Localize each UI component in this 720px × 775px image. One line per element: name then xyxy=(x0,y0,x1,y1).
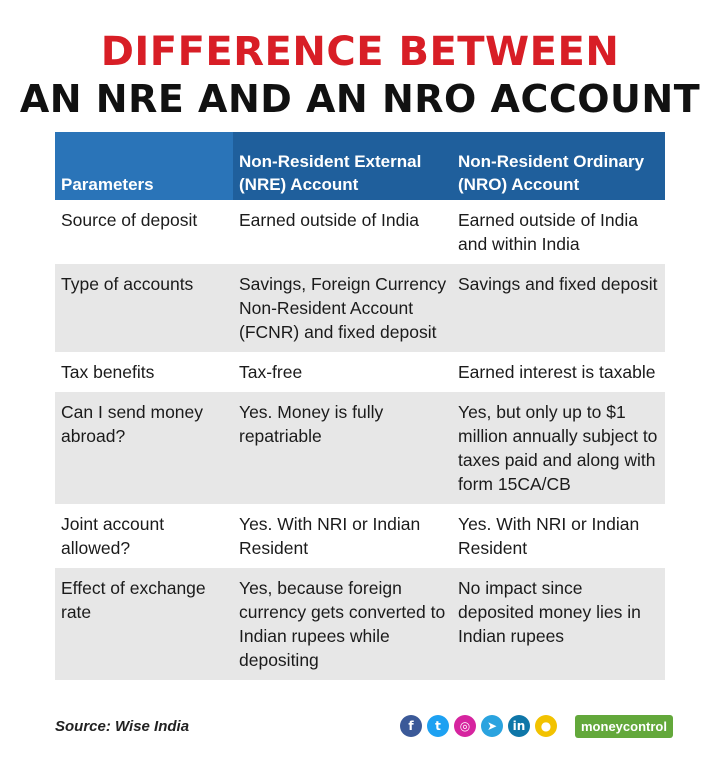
row-nro-value: Savings and fixed deposit xyxy=(452,264,665,352)
row-nro-value: Yes, but only up to $1 million annually subject to taxes paid and along with form 15CA/CB xyxy=(452,392,665,504)
row-parameter: Joint account allowed? xyxy=(61,514,165,558)
row-nre-value: Yes. With NRI or Indian Resident xyxy=(239,514,421,558)
row-nro-value: Earned interest is taxable xyxy=(458,362,656,382)
table-row xyxy=(55,392,665,504)
title-line-1: DIFFERENCE BETWEEN xyxy=(100,29,620,75)
comparison-table xyxy=(55,132,665,680)
instagram-icon[interactable]: ◎ xyxy=(454,715,476,737)
row-nre-value: Earned outside of India xyxy=(239,210,419,230)
row-parameter: Tax benefits xyxy=(61,362,155,382)
row-parameter: Can I send money abroad? xyxy=(55,392,233,504)
row-nre-value: Yes. Money is fully repatriable xyxy=(233,392,452,504)
row-parameter: Source of deposit xyxy=(61,210,198,230)
telegram-icon[interactable]: ➤ xyxy=(481,715,503,737)
facebook-icon[interactable]: f xyxy=(400,715,422,737)
twitter-icon[interactable]: t xyxy=(427,715,449,737)
table-row xyxy=(55,200,665,264)
row-nro-value: Yes. With NRI or Indian Resident xyxy=(458,514,640,558)
table-header-row xyxy=(55,132,665,200)
source-note: Source: Wise India xyxy=(55,718,190,735)
linkedin-icon[interactable]: in xyxy=(508,715,530,737)
header-parameters: Parameters xyxy=(55,132,233,200)
header-nre: Non-Resident External (NRE) Account xyxy=(233,132,452,200)
koo-icon[interactable]: ● xyxy=(535,715,557,737)
row-nro-value: No impact since deposited money lies in Indian rupees xyxy=(452,568,665,680)
row-parameter: Effect of exchange rate xyxy=(55,568,233,680)
table-row xyxy=(55,568,665,680)
table-row xyxy=(55,504,665,568)
moneycontrol-logo: moneycontrol xyxy=(575,715,673,738)
title-line-2: AN NRE AND AN NRO ACCOUNT xyxy=(19,77,701,121)
header-nro: Non-Resident Ordinary (NRO) Account xyxy=(452,132,665,200)
table-row xyxy=(55,264,665,352)
social-icons xyxy=(400,715,557,737)
row-nre-value: Savings, Foreign Currency Non-Resident Account (FCNR) and fixed deposit xyxy=(233,264,452,352)
row-nre-value: Yes, because foreign currency gets converted to Indian rupees while depositing xyxy=(233,568,452,680)
row-nre-value: Tax-free xyxy=(239,362,303,382)
row-nro-value: Earned outside of India and within India xyxy=(458,210,638,254)
row-parameter: Type of accounts xyxy=(55,264,233,352)
table-row xyxy=(55,352,665,392)
